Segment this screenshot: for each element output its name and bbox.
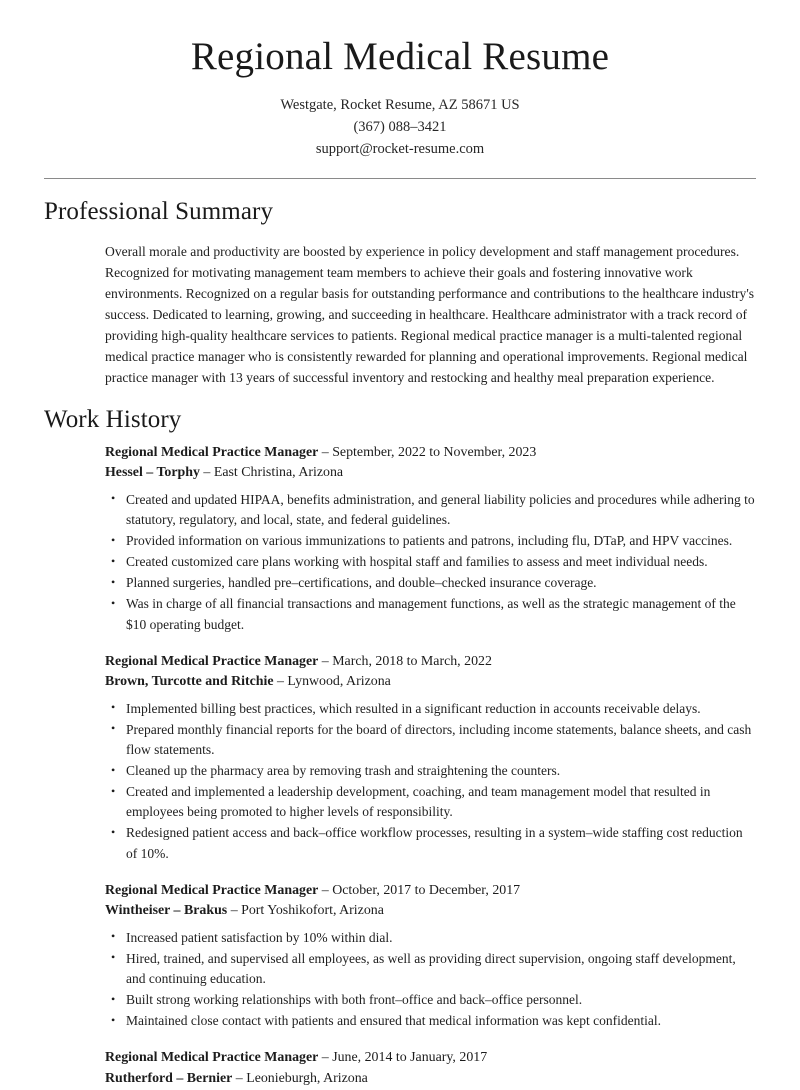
job-title: Regional Medical Practice Manager [105, 1050, 319, 1066]
job-dates: June, 2014 to January, 2017 [332, 1050, 488, 1066]
job-company-separator: – [273, 674, 288, 690]
job-entry [105, 1048, 756, 1089]
job-company: Brown, Turcotte and Ritchie [105, 674, 274, 690]
job-title-separator: – [318, 882, 333, 898]
job-bullet: • Prepared monthly financial reports for the board of directors, including income statements, balance sheets, and cash flow statements. [105, 720, 756, 760]
contact-phone: (367) 088–3421 [353, 119, 447, 136]
job-title-line [105, 1048, 756, 1069]
professional-summary-section [0, 197, 800, 388]
job-title-line [105, 652, 756, 673]
job-company-separator: – [199, 465, 214, 481]
job-company-separator: – [227, 903, 242, 919]
job-company-line [105, 463, 756, 484]
section-title-summary: Professional Summary [44, 198, 274, 226]
job-location: Leonieburgh, Arizona [246, 1070, 368, 1086]
page-title: Regional Medical Resume [190, 35, 610, 78]
job-bullet: • Created customized care plans working with hospital staff and families to assess and meet individual needs. [105, 552, 756, 572]
job-company: Wintheiser – Brakus [105, 903, 228, 919]
resume-header [0, 0, 800, 160]
contact-email: support@rocket-resume.com [315, 141, 485, 158]
section-title-work-history: Work History [44, 406, 182, 434]
job-location: Lynwood, Arizona [287, 674, 391, 690]
job-entry [105, 881, 756, 1032]
job-bullet-list [105, 699, 756, 864]
job-company-line [105, 1069, 756, 1090]
job-title: Regional Medical Practice Manager [105, 444, 319, 460]
job-company: Hessel – Torphy [105, 465, 200, 481]
job-location: East Christina, Arizona [213, 465, 344, 481]
job-company-line [105, 901, 756, 922]
job-title-separator: – [318, 444, 333, 460]
job-dates: October, 2017 to December, 2017 [332, 882, 521, 898]
job-list [105, 443, 756, 1090]
job-dates: March, 2018 to March, 2022 [332, 653, 492, 669]
job-company-separator: – [232, 1070, 247, 1086]
job-title-line [105, 443, 756, 464]
job-bullet: • Redesigned patient access and back–office workflow processes, resulting in a system–wide staffing cost reduction of 10%. [105, 823, 756, 863]
job-title-line [105, 881, 756, 902]
job-title-separator: – [318, 1050, 333, 1066]
job-title: Regional Medical Practice Manager [105, 653, 319, 669]
job-bullet: • Hired, trained, and supervised all employees, as well as providing direct supervision, ongoing staff development, and continuing education. [105, 949, 756, 989]
job-bullet: • Planned surgeries, handled pre–certifications, and double–checked insurance coverage. [105, 573, 756, 593]
job-bullet: • Built strong working relationships with both front–office and back–office personnel. [105, 990, 756, 1010]
job-bullet: • Implemented billing best practices, which resulted in a significant reduction in accounts receivable delays. [105, 699, 756, 719]
job-company: Rutherford – Bernier [105, 1070, 233, 1086]
summary-text: Overall morale and productivity are boosted by experience in policy development and staff management procedures. Recognized for motivating management team members to achieve their goals and fostering innovative work environments. Recognized on a regular basis for outstanding performance and contributions to the healthcare industry's success. Dedicated to learning, growing, and succeeding in healthcare. Healthcare administrator with a track record of providing high-quality healthcare services to patients. Regional medical practice manager is a multi-talented regional medical practice manager who is consistently rewarded for planning and operational improvements. Regional medical practice manager with 13 years of successful inventory and restocking and healthy meal preparation experience. [105, 244, 755, 386]
job-entry [105, 652, 756, 864]
job-bullet: • Created and implemented a leadership development, coaching, and team management model that resulted in employees being promoted to higher levels of responsibility. [105, 782, 756, 822]
contact-address: Westgate, Rocket Resume, AZ 58671 US [280, 97, 520, 114]
job-bullet: • Created and updated HIPAA, benefits administration, and general liability policies and procedures while adhering to statutory, regulatory, and local, state, and federal guidelines. [105, 490, 756, 530]
job-title: Regional Medical Practice Manager [105, 882, 319, 898]
job-bullet-list [105, 490, 756, 635]
job-bullet: • Maintained close contact with patients and ensured that medical information was kept confidential. [105, 1011, 756, 1031]
job-title-separator: – [318, 653, 333, 669]
job-bullet-list [105, 928, 756, 1032]
job-dates: September, 2022 to November, 2023 [332, 444, 537, 460]
job-bullet: • Increased patient satisfaction by 10% within dial. [105, 928, 756, 948]
job-bullet: • Was in charge of all financial transactions and management functions, as well as the strategic management of the $10 operating budget. [105, 594, 756, 634]
job-bullet: • Provided information on various immunizations to patients and patrons, including flu, DTaP, and HPV vaccines. [105, 531, 756, 551]
job-company-line [105, 672, 756, 693]
job-bullet: • Cleaned up the pharmacy area by removing trash and straightening the counters. [105, 761, 756, 781]
job-location: Port Yoshikofort, Arizona [241, 903, 384, 919]
job-entry [105, 443, 756, 635]
work-history-section [0, 405, 800, 1089]
header-divider [44, 178, 756, 179]
